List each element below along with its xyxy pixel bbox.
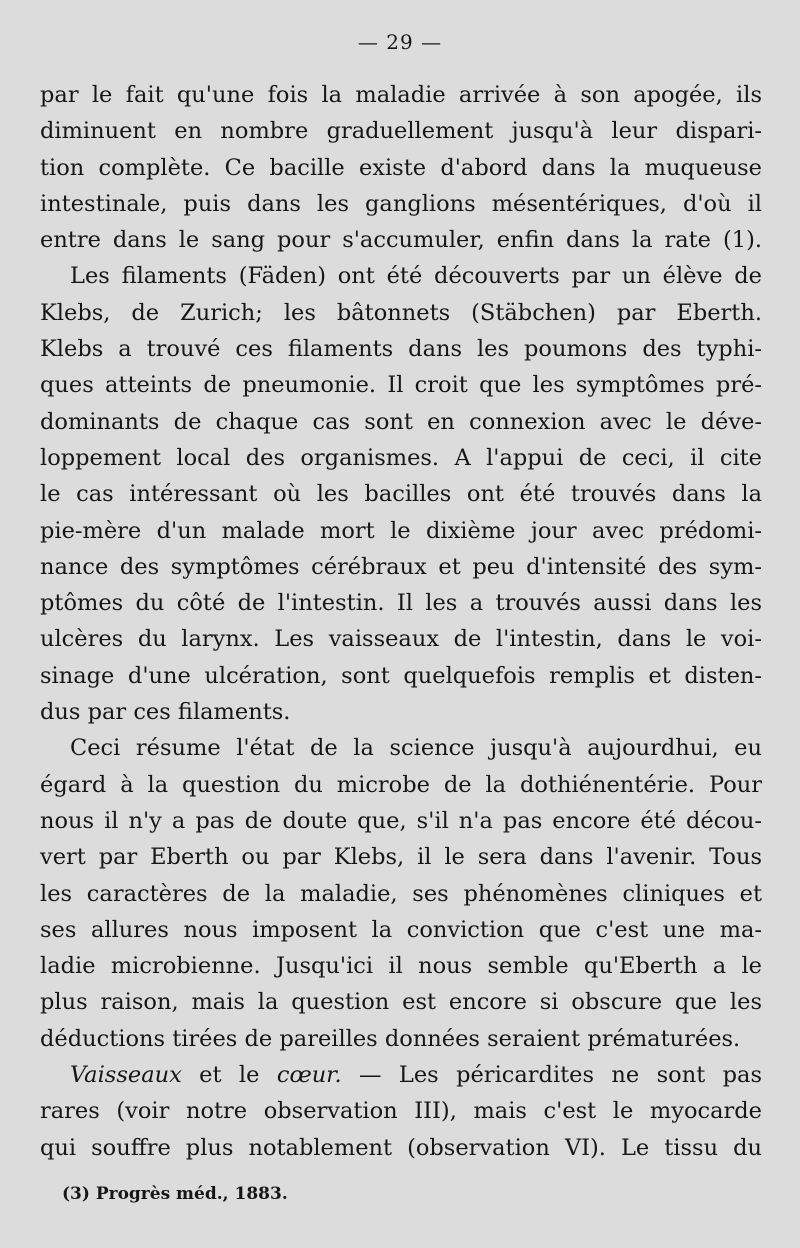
text-line: tion complète. Ce bacille existe d'abord dans la muqueuse — [40, 154, 762, 181]
text-line: ptômes du côté de l'intestin. Il les a trouvés aussi dans les — [40, 590, 762, 617]
text-line: les caractères de la maladie, ses phénomènes cliniques et — [40, 880, 762, 907]
text-line: intestinale, puis dans les ganglions mésentériques, d'où il — [40, 190, 762, 217]
text-line-with-italic-lead — [40, 1057, 762, 1093]
text-line: plus raison, mais la question est encore si obscure que les — [40, 989, 762, 1016]
body-text — [40, 77, 762, 1166]
text-line: ques atteints de pneumonie. Il croit que les symptômes pré- — [40, 372, 762, 399]
text-line: ulcères du larynx. Les vaisseaux de l'intestin, dans le voi- — [40, 626, 762, 653]
text-line: Ceci résume l'état de la science jusqu'à aujourdhui, eu — [70, 735, 762, 762]
text-line: déductions tirées de pareilles données seraient prématurées. — [40, 1025, 741, 1052]
text-line: diminuent en nombre graduellement jusqu'à leur dispari- — [40, 118, 762, 145]
text-line: Les filaments (Fäden) ont été découverts par un élève de — [70, 263, 762, 290]
text-line: dominants de chaque cas sont en connexion avec le déve- — [40, 408, 762, 435]
lead-middle: et le — [181, 1062, 277, 1089]
text-line: pie-mère d'un malade mort le dixième jour avec prédomi- — [40, 517, 762, 544]
page-number: — 29 — — [357, 30, 443, 54]
text-line: nous il n'y a pas de doute que, s'il n'a pas encore été décou- — [40, 807, 762, 834]
text-line: Klebs a trouvé ces filaments dans les poumons des typhi- — [40, 336, 762, 363]
italic-lead: Vaisseaux — [70, 1062, 182, 1089]
text-line: qui souffre plus notablement (observation VI). Le tissu du — [40, 1134, 762, 1161]
text-line: ses allures nous imposent la conviction que c'est une ma- — [40, 916, 762, 943]
lead-rest: — Les péricardites ne sont pas — [341, 1062, 762, 1089]
text-line: le cas intéressant où les bacilles ont été trouvés dans la — [40, 481, 762, 508]
text-line: loppement local des organismes. A l'appui de ceci, il cite — [40, 444, 762, 471]
text-line: nance des symptômes cérébraux et peu d'intensité des sym- — [40, 553, 762, 580]
text-line: vert par Eberth ou par Klebs, il le sera dans l'avenir. Tous — [40, 844, 762, 871]
footnote: (3) Progrès méd., 1883. — [62, 1184, 288, 1204]
text-line: entre dans le sang pour s'accumuler, enfin dans la rate (1). — [40, 227, 762, 254]
text-line: dus par ces filaments. — [40, 699, 291, 726]
text-line: sinage d'une ulcération, sont quelquefois remplis et disten- — [40, 662, 762, 689]
italic-lead-2: cœur. — [276, 1062, 342, 1089]
text-line: égard à la question du microbe de la dothiénentérie. Pour — [40, 771, 762, 798]
text-line: par le fait qu'une fois la maladie arrivée à son apogée, ils — [40, 82, 762, 108]
text-line: rares (voir notre observation III), mais c'est le myocarde — [40, 1098, 762, 1125]
text-line: ladie microbienne. Jusqu'ici il nous semble qu'Eberth a le — [40, 953, 762, 980]
text-line: Klebs, de Zurich; les bâtonnets (Stäbchen) par Eberth. — [40, 299, 762, 326]
